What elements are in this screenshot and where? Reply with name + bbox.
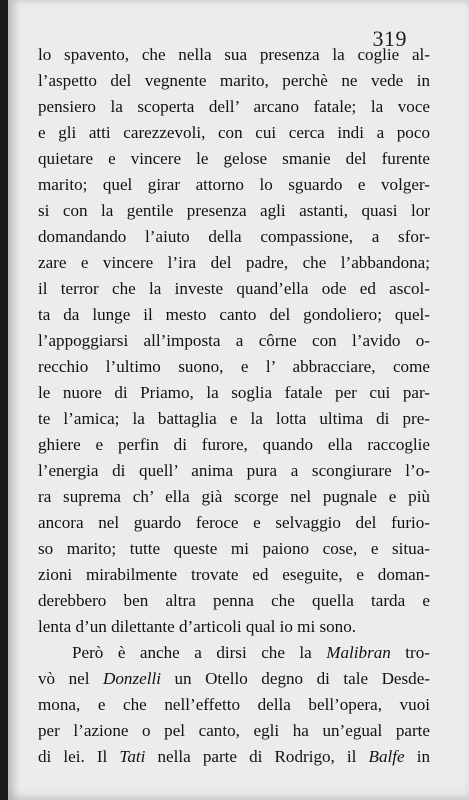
text-run: l’energia di quell’ anima pura a scongiurare l’o- [38,461,430,480]
text-run: quietare e vincere le gelose smanie del furente [38,149,430,168]
text-run: ta da lunge il mesto canto del gondoliero; quel- [38,305,430,324]
text-line [38,510,430,536]
text-run: lo spavento, che nella sua presenza la coglie al- [38,45,430,64]
text-line [38,718,430,744]
text-run: Però è anche a dirsi che la [72,643,327,662]
text-line [38,406,430,432]
text-line [38,432,430,458]
text-run: le nuore di Priamo, la soglia fatale per cui par- [38,383,430,402]
text-line [38,42,430,68]
text-run: ancora nel guardo feroce e selvaggio del furio- [38,513,430,532]
text-line [38,666,430,692]
text-line [38,198,430,224]
text-run: domandando l’aiuto della compassione, a sfor- [38,227,430,246]
text-run: zare e vincere l’ira del padre, che l’abbandona; [38,253,430,272]
text-run: vò nel [38,669,104,688]
text-run: zioni mirabilmente trovate ed eseguite, e doman- [38,565,430,584]
text-line [38,562,430,588]
text-line [38,120,430,146]
text-line [38,250,430,276]
text-line [38,536,430,562]
text-run: in [404,747,430,766]
text-run: derebbero ben altra penna che quella tarda e [38,591,430,610]
text-run: e gli atti carezzevoli, con cui cerca indi a poco [38,123,430,142]
book-page [8,0,469,800]
text-line [38,94,430,120]
text-line [38,276,430,302]
text-line [38,692,430,718]
text-run: nella parte di Rodrigo, il [145,747,369,766]
text-run: l’aspetto del vegnente marito, perchè ne vede in [38,71,430,90]
text-line [38,354,430,380]
text-run: mona, e che nell’effetto della bell’opera, vuoi [38,695,430,714]
text-line [38,146,430,172]
italic-name: Donzelli [103,669,161,688]
text-run: ra suprema ch’ ella già scorge nel pugnale e più [38,487,430,506]
body-text [38,42,430,770]
text-run: tro- [390,643,430,662]
text-run: si con la gentile presenza agli astanti, quasi lor [38,201,430,220]
text-line [38,484,430,510]
text-line [38,744,430,770]
text-run: un Otello degno di tale Desde- [160,669,430,688]
paragraph [38,42,430,640]
text-run: pensiero la scoperta dell’ arcano fatale; la voce [38,97,430,116]
text-run: l’appoggiarsi all’imposta a côrne con l’avido o- [38,331,430,350]
text-line [38,614,430,640]
italic-name: Tati [119,747,146,766]
text-run: recchio l’ultimo suono, e l’ abbracciare, come [38,357,430,376]
text-line [38,224,430,250]
italic-name: Balfe [368,747,405,766]
text-line [38,328,430,354]
text-run: di lei. Il [38,747,120,766]
text-run: lenta d’un dilettante d’articoli qual io mi sono. [38,617,357,636]
text-line [38,172,430,198]
text-line [38,588,430,614]
text-line [38,380,430,406]
text-run: ghiere e perfin di furore, quando ella raccoglie [38,435,430,454]
text-run: te l’amica; la battaglia e la lotta ultima di pre- [38,409,430,428]
text-line [38,302,430,328]
paragraph [38,640,430,770]
text-line [38,68,430,94]
text-line [38,458,430,484]
text-run: marito; quel girar attorno lo sguardo e volger- [38,175,430,194]
page-number: 319 [372,26,407,51]
text-run: per l’azione o pel canto, egli ha un’egual parte [38,721,430,740]
italic-name: Malibran [326,643,391,662]
text-line [38,640,430,666]
text-run: so marito; tutte queste mi paiono cose, e situa- [38,539,430,558]
text-run: il terror che la investe quand’ella ode ed ascol- [38,279,430,298]
